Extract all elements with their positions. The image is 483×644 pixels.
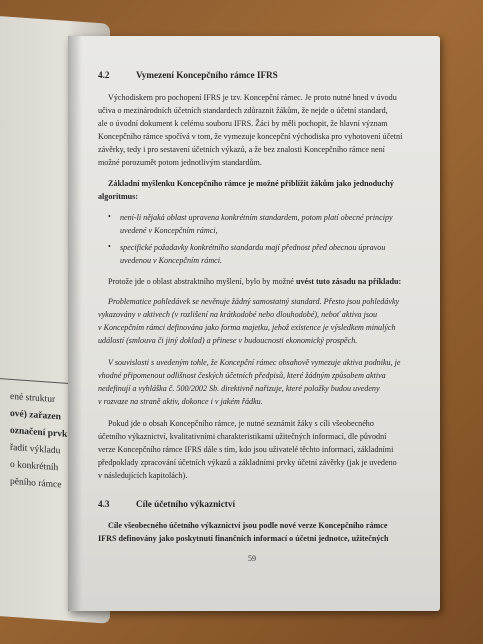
paragraph-line: učiva o mezinárodních účetních standardech zdůraznit žákům, že nejde o účetní standard, [98, 106, 388, 115]
left-page-line: označení prvk [10, 425, 68, 440]
paragraph-lead: Protože jde o oblast abstraktního myšlení, bylo by možné [108, 277, 296, 286]
paragraph-line: v následujících kapitolách). [98, 471, 188, 480]
paragraph-line: algoritmus: [98, 192, 139, 201]
paragraph-line: IFRS definovány jako poskytnutí finančních informací o účetní jednotce, užitečných [98, 534, 389, 543]
page-number: 59 [248, 554, 256, 563]
section-title: Vymezení Koncepčního rámce IFRS [136, 70, 278, 80]
paragraph-line: Pokud jde o obsah Koncepčního rámce, je nutné seznámit žáky s cíli všeobecného [108, 419, 374, 428]
paragraph-line: verze Koncepčního rámce IFRS dále s tím, kdo jsou uživatelé těchto informací, základními [98, 445, 394, 454]
example-line: v Koncepčním rámci definována jako forma majetku, jehož existence je výsledkem minulých [98, 323, 396, 332]
right-page [68, 36, 440, 611]
example-line: V souvislosti s uvedeným tohle, že Koncepční rámec obsahově vymezuje aktiva podniku, je [108, 358, 401, 367]
example-line: událostí (smlouva či jiný doklad) a přinese v budoucnosti ekonomický prospěch. [98, 336, 358, 345]
left-page-line: řadit výkladu [10, 442, 61, 457]
example-line: v rozvaze na straně aktiv, dokonce i v jakém řádku. [98, 397, 263, 406]
example-line: vhodné připomenout odlišnost českých účetních předpisů, které žádným způsobem aktiva [98, 371, 386, 380]
left-page-line: o konkrétníh [10, 459, 59, 474]
paragraph-emphasis: uvést tuto zásadu na příkladu: [295, 277, 402, 286]
left-page-line: pěního rámce [10, 476, 62, 491]
section-number: 4.3 [98, 499, 110, 509]
bullet-icon: • [108, 212, 111, 221]
example-line: vykazovány v aktivech (v rozlišení na krátkodobé nebo dlouhodobé), neboť aktiva jsou [98, 310, 378, 319]
bullet-line: specifické požadavky konkrétního standardu mají přednost před obecnou úpravou [120, 243, 386, 252]
example-line: nedefinují a vyhláška č. 500/2002 Sb. direktivně nařizuje, které položky budou uvedeny [98, 384, 380, 393]
bullet-line: uvedené v Koncepčním rámci, [120, 226, 218, 235]
paragraph-line: Východiskem pro pochopení IFRS je tzv. Koncepční rámec. Je proto nutné hned v úvodu [108, 93, 397, 102]
paragraph-line: předpoklady zpracování účetních výkazů a základními prvky účetní závěrky (jak je uvedeno [98, 458, 397, 467]
page-gutter-shadow [68, 36, 82, 611]
section-number: 4.2 [98, 70, 110, 80]
section-title: Cíle účetního výkaznictví [136, 499, 236, 509]
bullet-line: není-li nějaká oblast upravena konkrétním standardem, potom platí obecné principy [120, 213, 393, 222]
example-line: Problematice pohledávek se nevěnuje žádný samostatný standard. Přesto jsou pohledávky [108, 297, 400, 306]
paragraph-line: účetního výkaznictví, kvalitativními charakteristikami užitečných informací, dle původní [98, 432, 387, 441]
paragraph-line: Koncepčního rámce spočívá v tom, že vymezuje koncepční východiska pro vyhotovení účetní [98, 132, 403, 141]
paragraph-line: závěrky, tedy i pro sestavení účetních výkazů, a že bez znalosti Koncepčního rámce není [98, 145, 385, 154]
bullet-line: uvedenou v Koncepčním rámci. [120, 256, 223, 265]
left-page-line: ové) zařazen [10, 408, 61, 423]
paragraph-line [108, 276, 401, 289]
paragraph-line: ale o úvodní dokument k celému souboru IFRS. Žáci by měli pochopit, že hlavní význam [98, 119, 388, 128]
paragraph-line: Cíle všeobecného účetního výkaznictví jsou podle nové verze Koncepčního rámce [108, 521, 388, 530]
paragraph-line: možné porozumět potom jednotlivým standardům. [98, 158, 262, 167]
paragraph-line: Základní myšlenku Koncepčního rámce je možné přiblížit žákům jako jednoduchý [108, 179, 394, 188]
bullet-icon: • [108, 242, 111, 251]
left-page-line: ené struktur [10, 391, 56, 406]
